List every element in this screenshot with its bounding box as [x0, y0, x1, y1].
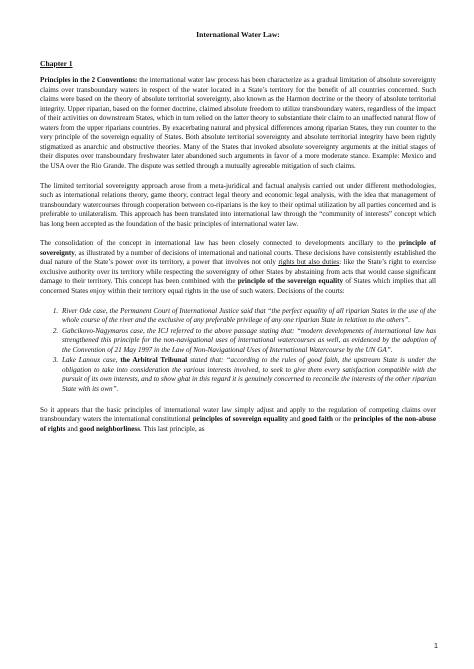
bold-term: principles of the non-abuse of rights	[40, 415, 436, 433]
bold-term: principle of the sovereign equality	[237, 277, 344, 286]
case-river-oder: 1. River Ode case, the Permanent Court of International Justice said that “the perfect equality of all riparian States in the use of the whole course of the river and the exclusive of any preferable privilege of any one riparian State in relation to the others”.	[60, 307, 436, 326]
chapter-heading: Chapter 1	[40, 58, 73, 68]
text-run: or the	[332, 415, 354, 424]
paragraph-consolidation	[40, 239, 436, 296]
text-run: Lake Lanoux case,	[62, 356, 121, 365]
underlined-term: rights but also duties	[278, 258, 340, 267]
bold-term: good neighborliness	[79, 424, 140, 433]
paragraph-conclusion	[40, 406, 436, 435]
court-cases-list	[40, 307, 436, 395]
text-run: : like the State’s right to exercise exclusive authority over its territory while respecting the sovereignty of other States by abstaining from acts that would cause significant damage to their territory. This concept has been combined with the	[40, 258, 436, 286]
text-run: So it appears that the basic principles of international water law simply adjust and apply to the regulation of competing claims over transboundary waters the international constitutional	[40, 405, 436, 424]
text-run: The consolidation of the concept in international law has been closely connected to developments ancillary to the	[40, 239, 399, 248]
text-run: stated that: “according to the rules of good faith, the upstream State is under the obligation to take into consideration the various interests involved, to seek to give them every satisfaction compatible with the pursuit of its own interests, and to show ghat in this regard it is genuinely concerned to reconcile the interests of the other riparian State with its own”.	[62, 356, 436, 393]
text-run: and	[287, 415, 303, 424]
paragraph-text: the international water law process has been characterize as a gradual limitation of absolute sovereignty claims over transboundary waters in respect of the water located in a State’s territory for the benefit of all countries concerned. Such claims were based on the theory of absolute territorial sovereignty, also known as the Harmon doctrine or the theory of absolute territorial integrity. Upper riparian, based on the former doctrine, claimed absolute freedom to utilize transboundary waters, regardless of the impact of their activities on downstream States, which in turn relied on the latter theory to substantiate their claim to an unaffected natural flow of waters from the upper riparians countries. By exacerbating natural and physical differences among riparian States, they run counter to the very principle of the sovereign equality of States. Both absolute territorial sovereignty and absolute territorial integrity have been rightly stigmatized as anarchic and obstructive theories. Many of the States that invoked absolute sovereignty arguments at the initial stages of their disputes over transboundary freshwater later abandoned such arguments in favor of a more moderate stance. Example: Mexico and the USA over the Rio Grande. The dispute was settled through a mutually agreeable mitigation of such claims.	[40, 76, 436, 171]
text-run: , as illustrated by a number of decisions of international and national courts. These decisions have consistently established the dual nature of the State’s power over its territory, a power that involves not only	[40, 248, 436, 267]
case-gabcikovo-nagymaros: 2. Gabcikovo-Nagymaros case, the ICJ referred to the above passage stating that: “modern developments of international law has strengthened this principle for the non-navigational uses of international watercourses as well, as evidenced by the adoption of the Convention of 21 May 1997 in the Law of Non-Navigational Uses of International Watercourse by the UN GA”.	[60, 327, 436, 356]
page-number: 1	[433, 641, 438, 651]
text-run: and	[65, 424, 80, 433]
bold-term: good faith	[302, 415, 333, 424]
paragraph-lead: Principles in the 2 Conventions:	[40, 76, 138, 85]
case-lake-lanoux	[60, 356, 436, 394]
text-run: . This last principle, as	[140, 424, 205, 433]
paragraph-limited-sovereignty: The limited territorial sovereignty approach arose from a meta-juridical and factual analysis carried out under different methodologies, such as international relations theory, game theory, contract legal theory and economic legal analysis, with the idea that management of transboundary watercourses through cooperation between co-riparians is the key to their optimal utilization by all parties concerned and is preferable to unilateralism. This approach has been translated into international law through the “community of interests” concept which has long been accepted as the foundation of the basic principles of international water law.	[40, 181, 436, 228]
document-title: International Water Law:	[196, 30, 280, 39]
paragraph-principles	[40, 76, 436, 171]
bold-term: the Arbitral Tribunal	[120, 356, 188, 365]
bold-term: principle of sovereignty	[40, 239, 437, 257]
bold-term: principles of sovereign equality	[192, 415, 288, 424]
text-run: of States which implies that all concerned States enjoy within their territory equal rights in the use of such waters. Decisions of the courts:	[40, 277, 436, 296]
